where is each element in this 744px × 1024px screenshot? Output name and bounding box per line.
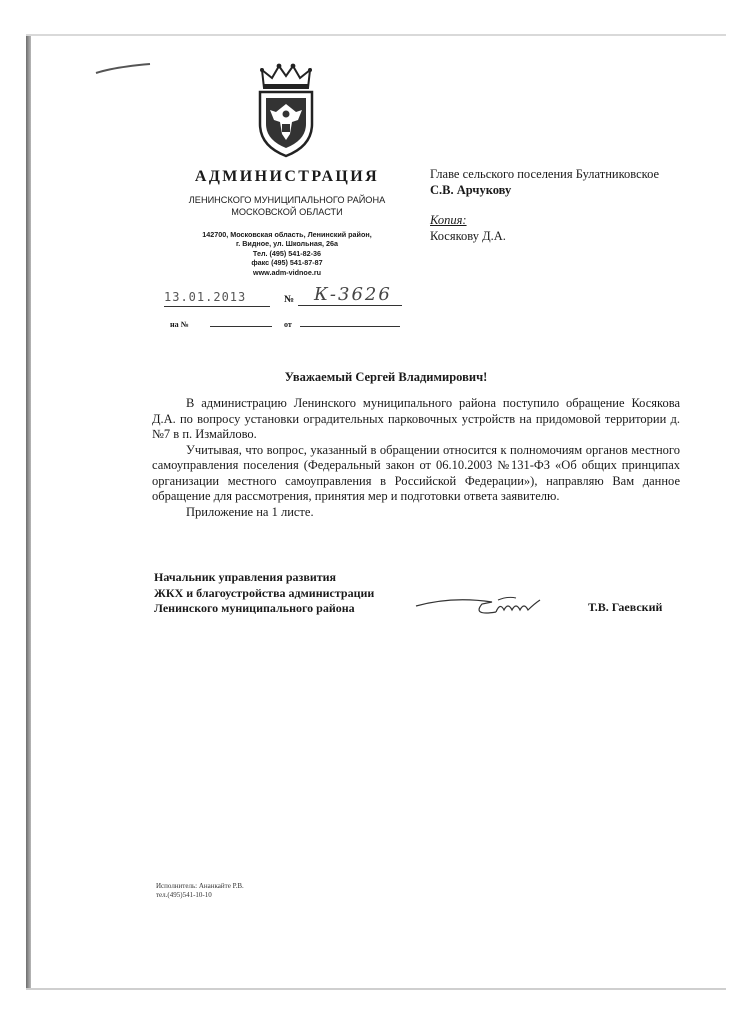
signatory-title-line2: ЖКХ и благоустройства администрации [154, 585, 375, 600]
recipient-name: С.В. Арчукову [430, 183, 512, 197]
scan-edge [26, 34, 31, 990]
fax: факс (495) 541-87-87 [251, 258, 323, 268]
executor-name: Исполнитель: Ананкайте Р.В. [156, 882, 244, 890]
salutation: Уважаемый Сергей Владимирович! [284, 370, 488, 384]
reference-label: на № [170, 320, 189, 329]
phone: Тел. (495) 541-82-36 [252, 248, 322, 258]
org-contacts [150, 230, 424, 277]
signer-name: Т.В. Гаевский [588, 600, 663, 614]
recipient-block [430, 166, 700, 244]
copy-label: Копия: [430, 213, 467, 227]
registration-date: 13.01.2013 [164, 290, 270, 307]
reference-from-label: от [284, 320, 292, 329]
address-line2: г. Видное, ул. Школьная, 26а [235, 239, 339, 249]
reference-number-line [210, 326, 272, 327]
recipient-position: Главе сельского поселения Булатниковское [430, 167, 660, 181]
org-subtitle [150, 194, 424, 218]
org-title: АДМИНИСТРАЦИЯ [194, 168, 380, 185]
registration-number-label: № [284, 294, 295, 305]
paragraph: В администрацию Ленинского муниципального района поступило обращение Косякова Д.А. по вопросу установки оградительных парковочных устройств на придомовой территории д.№7 в п. Измайлово. [152, 396, 680, 441]
registration-number: К-3626 [298, 284, 402, 306]
reference-date-line [300, 326, 400, 327]
website: www.adm-vidnoe.ru [252, 267, 322, 277]
signatory-title [154, 570, 404, 617]
scan-edge-top [26, 34, 726, 36]
signatory-title-line1: Начальник управления развития [154, 570, 337, 584]
paragraph: Приложение на 1 листе. [186, 504, 314, 519]
org-subtitle-line1: ЛЕНИНСКОГО МУНИЦИПАЛЬНОГО РАЙОНА [188, 195, 386, 205]
copy-recipient: Косякову Д.А. [430, 229, 506, 243]
executor-phone: тел.(495)541-10-10 [156, 891, 212, 899]
pen-mark [94, 62, 154, 76]
paragraph: Учитывая, что вопрос, указанный в обращении относится к полномочиям органов местного самоуправления поселения (Федеральный закон от 06.10.2003 №131-ФЗ «Об общих принципах организации местного самоуправления в Российской Федерации»), направляю Вам данное обращение для рассмотрения, принятия мер и подготовки ответа заявителю. [152, 442, 680, 503]
signatory-title-line3: Ленинского муниципального района [154, 601, 355, 615]
executor-info [156, 882, 244, 900]
coat-of-arms-icon [252, 62, 320, 160]
handwritten-signature [412, 592, 552, 622]
scan-edge-bottom [26, 988, 726, 990]
address-line1: 142700, Московская область, Ленинский район, [202, 230, 372, 239]
letter-body [152, 396, 680, 520]
org-subtitle-line2: МОСКОВСКОЙ ОБЛАСТИ [231, 207, 343, 217]
